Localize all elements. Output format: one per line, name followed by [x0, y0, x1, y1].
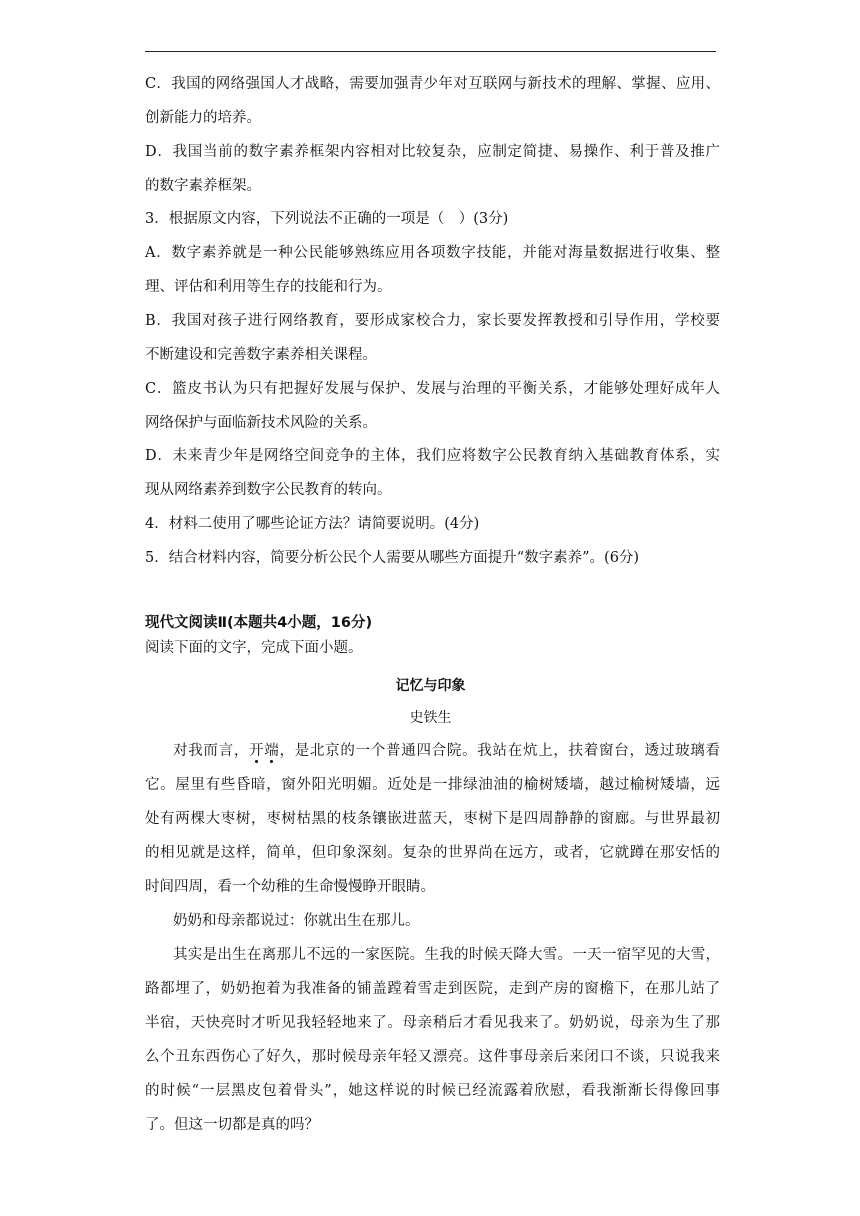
paragraph-1-rest: ，是北京的一个普通四合院。我站在炕上，扶着窗台，透过玻璃看 — [279, 743, 721, 759]
body-line: 路都埋了，奶奶抱着为我准备的铺盖蹚着雪走到医院，走到产房的窗檐下，在那儿站了 — [145, 981, 720, 997]
option-2c-line-1: C．我国的网络强国人才战略，需要加强青少年对互联网与新技术的理解、掌握、应用、 — [145, 76, 720, 92]
option-2d-line-2: 的数字素养框架。 — [145, 178, 261, 194]
body-line: 其实是出生在离那儿不远的一家医院。生我的时候天降大雪。一天一宿罕见的大雪， — [173, 947, 720, 963]
option-3b-line-1: B．我国对孩子进行网络教育，要形成家校合力，家长要发挥教授和引导作用，学校要 — [145, 313, 720, 329]
body-line: 奶奶和母亲都说过：你就出生在那儿。 — [173, 913, 420, 929]
body-line: 时间四周，看一个幼稚的生命慢慢睁开眼睛。 — [145, 879, 435, 895]
article-author: 史铁生 — [409, 710, 452, 726]
question-4: 4．材料二使用了哪些论证方法？请简要说明。(4分) — [145, 516, 480, 532]
header-rule — [145, 51, 716, 52]
option-3d-line-1: D．未来青少年是网络空间竞争的主体，我们应将数字公民教育纳入基础教育体系，实 — [145, 448, 720, 464]
section-heading: 现代文阅读Ⅱ(本题共4小题，16分) — [145, 615, 373, 631]
option-3c-line-1: C．篮皮书认为只有把握好发展与保护、发展与治理的平衡关系，才能够处理好成年人 — [145, 381, 720, 397]
body-line: 的时候“一层黑皮包着骨头”，她这样说的时候已经流露着欣慰，看我渐渐长得像回事 — [145, 1083, 720, 1099]
body-line: 半宿，天快亮时才听见我轻轻地来了。母亲稍后才看见我来了。奶奶说，母亲为生了那 — [145, 1015, 720, 1031]
body-line: 么个丑东西伤心了好久，那时候母亲年轻又漂亮。这件事母亲后来闭口不谈，只说我来 — [145, 1049, 720, 1065]
paragraph-1-line-1 — [173, 741, 720, 761]
emphasis-dot-char-2: 端 — [264, 743, 280, 759]
body-line: 处有两棵大枣树，枣树枯黑的枝条镶嵌进蓝天，枣树下是四周静静的窗廊。与世界最初 — [145, 811, 720, 827]
body-line: 的相见就是这样，简单，但印象深刻。复杂的世界尚在远方，或者，它就蹲在那安恬的 — [145, 845, 720, 861]
paragraph-1-prefix: 对我而言， — [173, 743, 250, 759]
option-3a-line-1: A．数字素养就是一种公民能够熟练应用各项数字技能，并能对海量数据进行收集、整 — [145, 245, 720, 261]
option-2c-line-2: 创新能力的培养。 — [145, 110, 261, 126]
emphasis-dot-char-1: 开 — [249, 743, 265, 759]
option-3b-line-2: 不断建设和完善数字素养相关课程。 — [145, 347, 377, 363]
option-3c-line-2: 网络保护与面临新技术风险的关系。 — [145, 415, 377, 431]
question-3: 3．根据原文内容，下列说法不正确的一项是（ ）(3分) — [145, 211, 509, 227]
question-5: 5．结合材料内容，简要分析公民个人需要从哪些方面提升“数字素养”。(6分) — [145, 550, 640, 566]
body-line: 了。但这一切都是真的吗？ — [145, 1117, 319, 1133]
option-3d-line-2: 现从网络素养到数字公民教育的转向。 — [145, 482, 392, 498]
option-3a-line-2: 理、评估和利用等生存的技能和行为。 — [145, 279, 392, 295]
option-2d-line-1: D．我国当前的数字素养框架内容相对比较复杂，应制定简捷、易操作、利于普及推广 — [145, 144, 720, 160]
body-line: 它。屋里有些昏暗，窗外阳光明媚。近处是一排绿油油的榆树矮墙，越过榆树矮墙，远 — [145, 777, 720, 793]
article-title: 记忆与印象 — [395, 678, 466, 694]
section-instruction: 阅读下面的文字，完成下面小题。 — [145, 640, 363, 656]
